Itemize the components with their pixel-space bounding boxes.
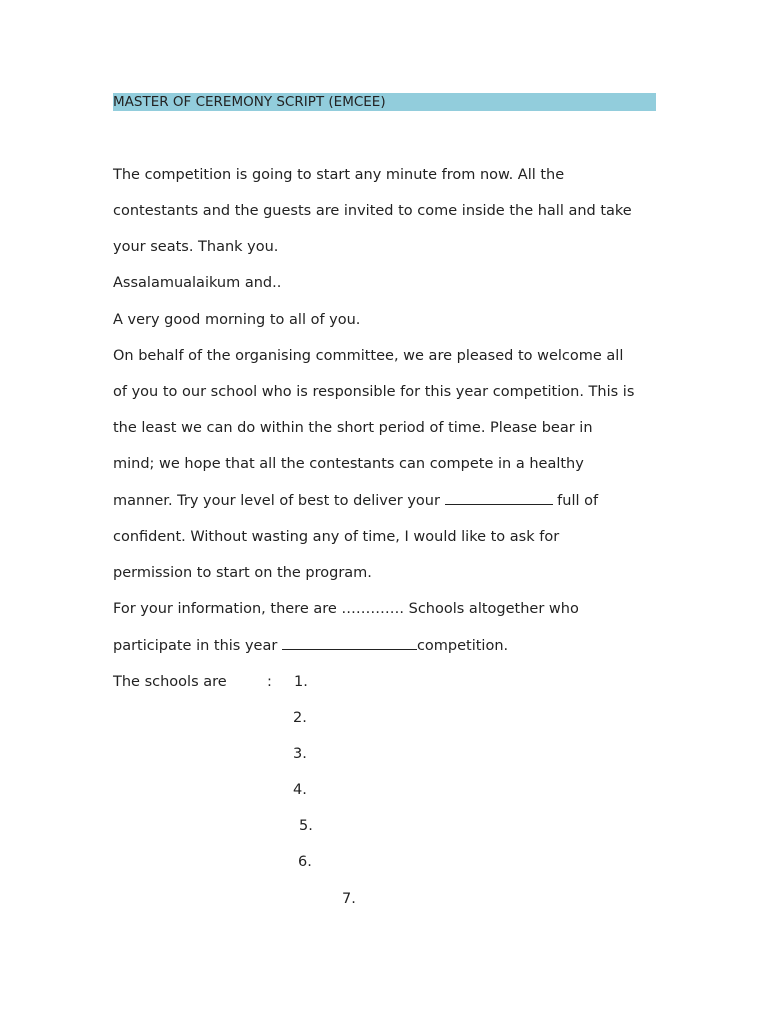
school-number-item: 7. <box>342 891 356 907</box>
school-number-item: 2. <box>293 710 307 726</box>
paragraph-line: your seats. Thank you. <box>113 239 279 255</box>
schools-label: The schools are <box>113 674 227 690</box>
school-number-item: 4. <box>293 782 307 798</box>
greeting-line: Assalamualaikum and.. <box>113 275 282 291</box>
paragraph-line: mind; we hope that all the contestants can compete in a healthy <box>113 456 584 472</box>
deliver-text-before: manner. Try your level of best to deliver your <box>113 493 445 509</box>
paragraph-line: permission to start on the program. <box>113 565 372 581</box>
paragraph-line-with-blank <box>113 490 598 511</box>
participate-text-after: competition. <box>416 638 509 654</box>
paragraph-line: The competition is going to start any minute from now. All the <box>113 167 565 183</box>
greeting-line: A very good morning to all of you. <box>113 312 361 328</box>
paragraph-line: confident. Without wasting any of time, I would like to ask for <box>113 529 560 545</box>
paragraph-line: the least we can do within the short period of time. Please bear in <box>113 420 593 436</box>
paragraph-line: of you to our school who is responsible for this year competition. This is <box>113 384 635 400</box>
fill-in-blank <box>445 490 553 505</box>
schools-colon: : <box>267 674 272 690</box>
paragraph-line: On behalf of the organising committee, we are pleased to welcome all <box>113 348 624 364</box>
document-title: MASTER OF CEREMONY SCRIPT (EMCEE) <box>113 93 656 111</box>
school-number-item: 1. <box>294 674 308 690</box>
paragraph-line: For your information, there are …………. Schools altogether who <box>113 601 579 617</box>
school-number-item: 3. <box>293 746 307 762</box>
paragraph-line: contestants and the guests are invited to come inside the hall and take <box>113 203 632 219</box>
participate-text-before: participate in this year <box>113 638 282 654</box>
deliver-text-after: full of <box>552 493 599 509</box>
school-number-item: 6. <box>298 854 312 870</box>
paragraph-line-with-blank <box>113 635 508 656</box>
school-number-item: 5. <box>299 818 313 834</box>
fill-in-blank <box>282 635 417 650</box>
